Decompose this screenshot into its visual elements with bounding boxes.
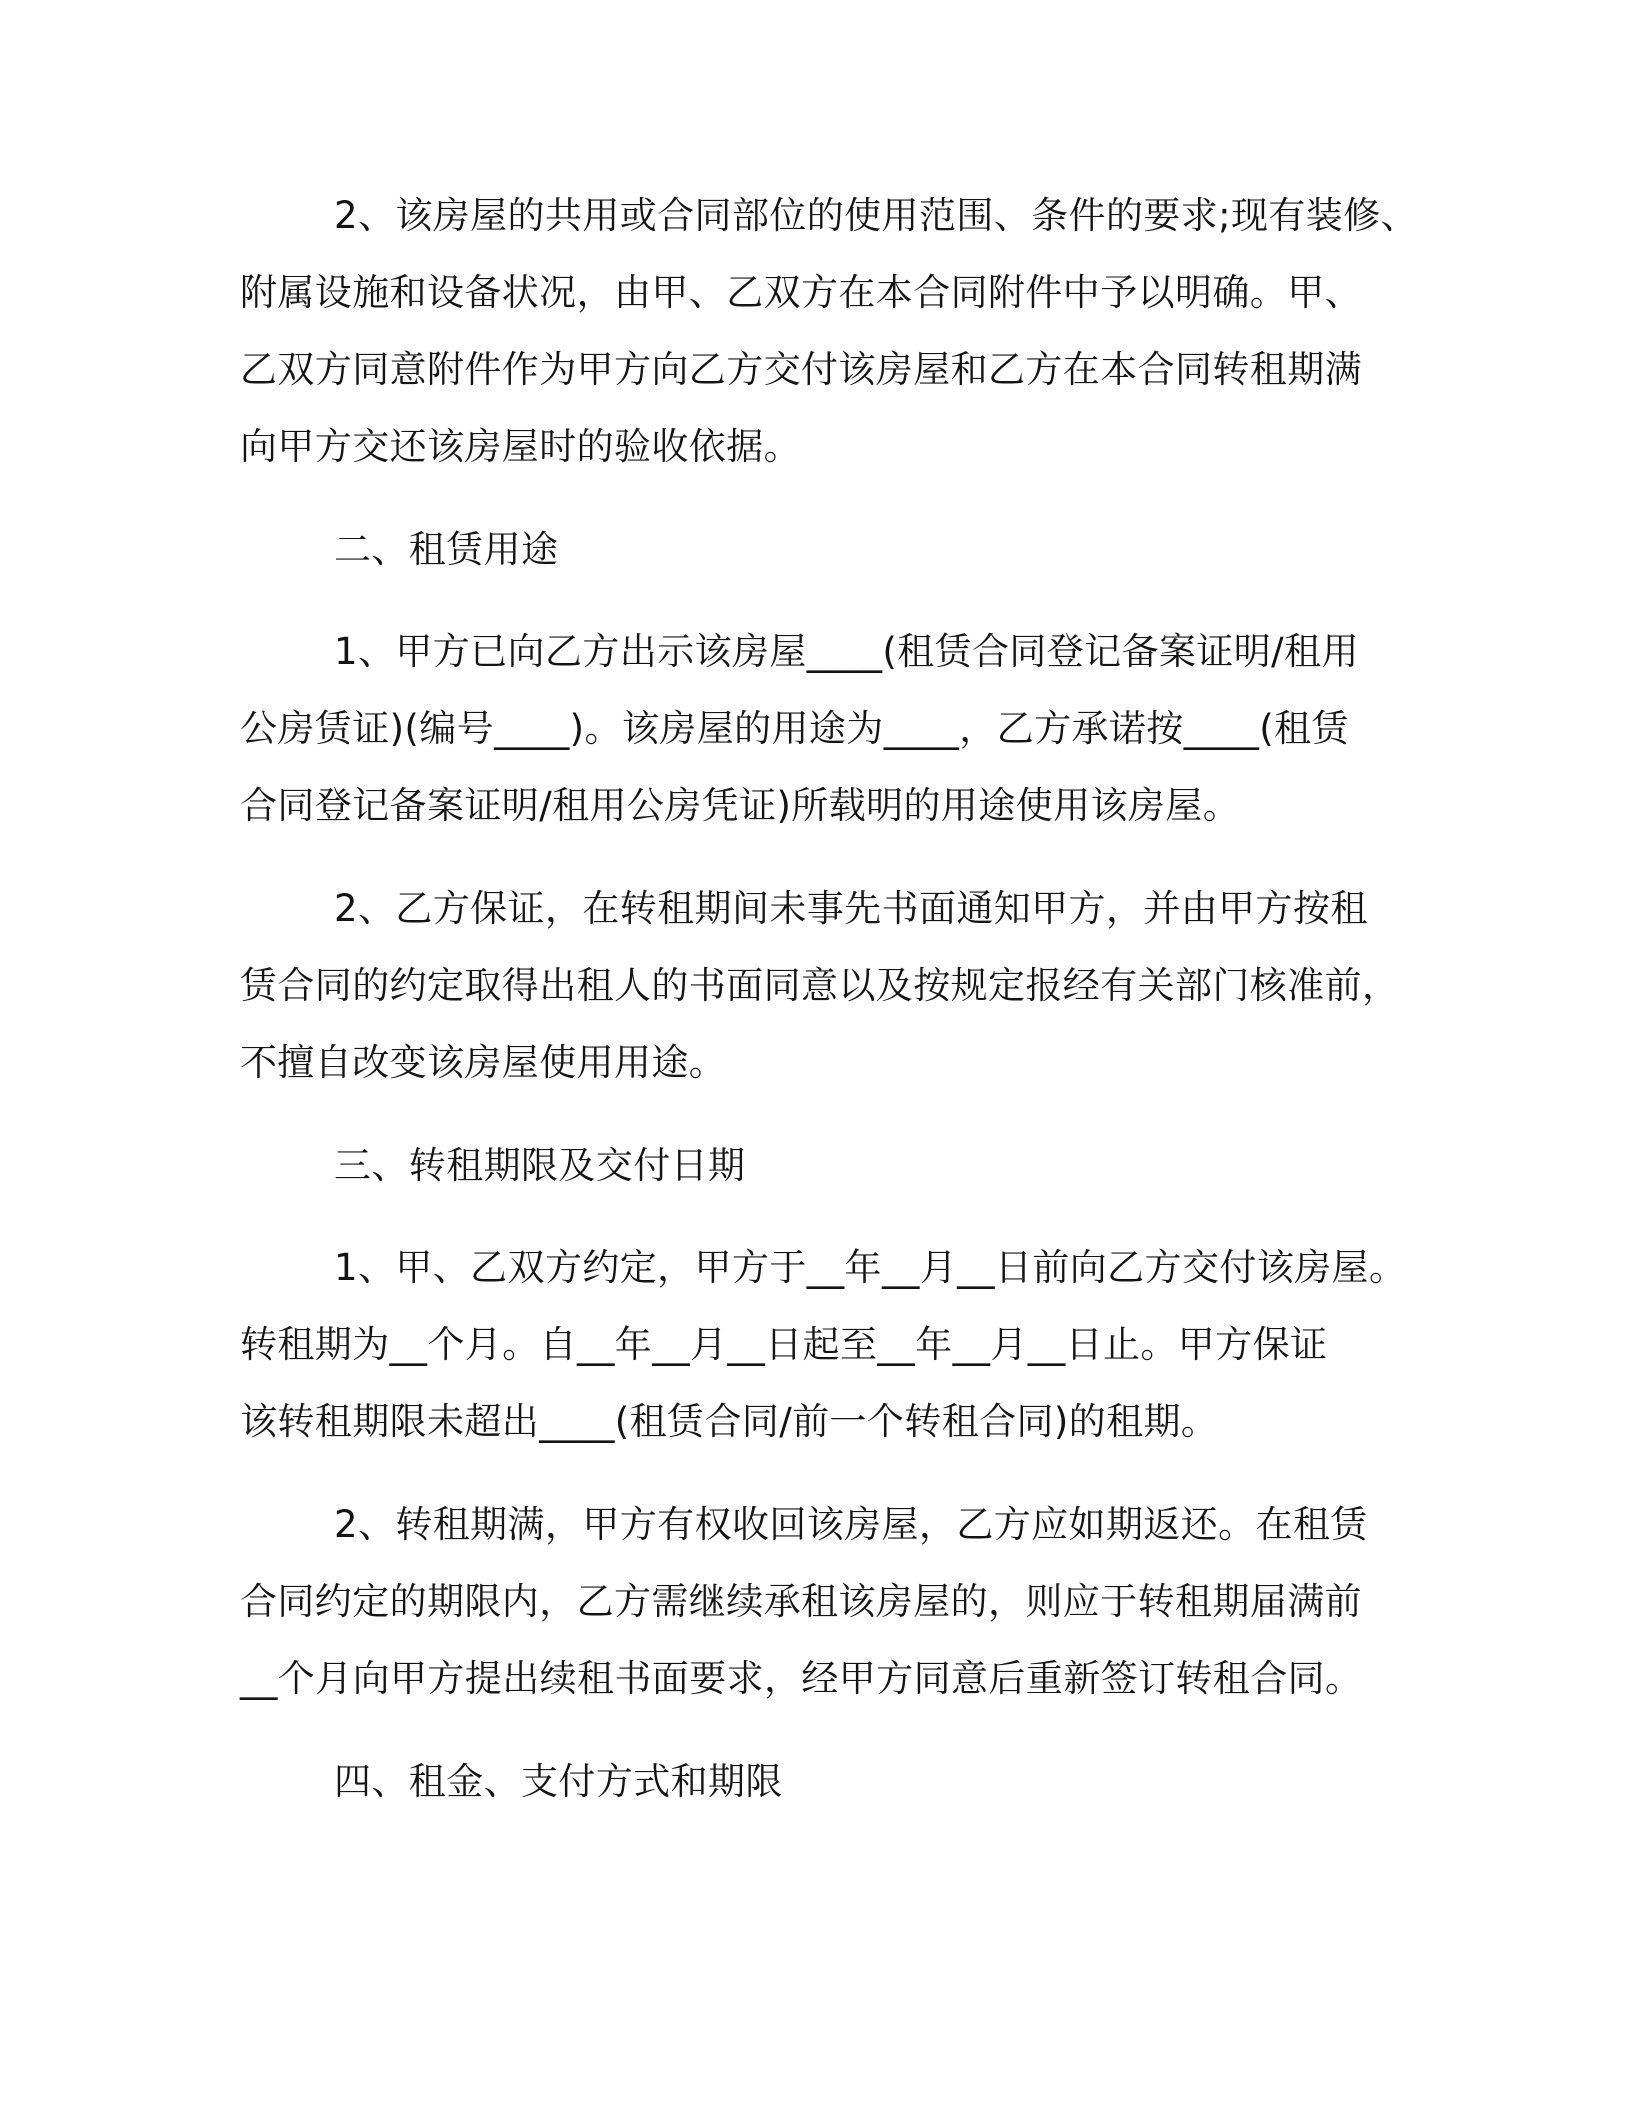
paragraph-line: 2、该房屋的共用或合同部位的使用范围、条件的要求;现有装修、 [334,194,1419,237]
paragraph-line: 2、乙方保证，在转租期间未事先书面通知甲方，并由甲方按租 [334,887,1368,930]
paragraph-line: 该转租期限未超出____(租赁合同/前一个转租合同)的租期。 [240,1400,1219,1443]
section-heading: 三、转租期限及交付日期 [334,1144,746,1187]
paragraph-line: 不擅自改变该房屋使用用途。 [240,1041,727,1084]
paragraph-line: __个月向甲方提出续租书面要求，经甲方同意后重新签订转租合同。 [240,1657,1363,1700]
paragraph-line: 合同约定的期限内，乙方需继续承租该房屋的，则应于转租期届满前 [240,1580,1362,1623]
paragraph-line: 1、甲方已向乙方出示该房屋____(租赁合同登记备案证明/租用 [334,630,1359,673]
paragraph-line: 合同登记备案证明/租用公房凭证)所载明的用途使用该房屋。 [240,784,1241,827]
paragraph-line: 2、转租期满，甲方有权收回该房屋，乙方应如期返还。在租赁 [334,1503,1368,1546]
paragraph-line: 附属设施和设备状况，由甲、乙双方在本合同附件中予以明确。甲、 [240,271,1362,314]
paragraph-line: 向甲方交还该房屋时的验收依据。 [240,425,801,468]
section-heading: 四、租金、支付方式和期限 [334,1760,783,1803]
paragraph-line: 公房赁证)(编号____)。该房屋的用途为____，乙方承诺按____(租赁 [240,707,1349,750]
paragraph-line: 转租期为__个月。自__年__月__日起至__年__月__日止。甲方保证 [240,1323,1328,1366]
paragraph-line: 赁合同的约定取得出租人的书面同意以及按规定报经有关部门核准前， [240,964,1400,1007]
paragraph-line: 乙双方同意附件作为甲方向乙方交付该房屋和乙方在本合同转租期满 [240,348,1362,391]
section-heading: 二、租赁用途 [334,528,559,571]
paragraph-line: 1、甲、乙双方约定，甲方于__年__月__日前向乙方交付该房屋。 [334,1246,1407,1289]
